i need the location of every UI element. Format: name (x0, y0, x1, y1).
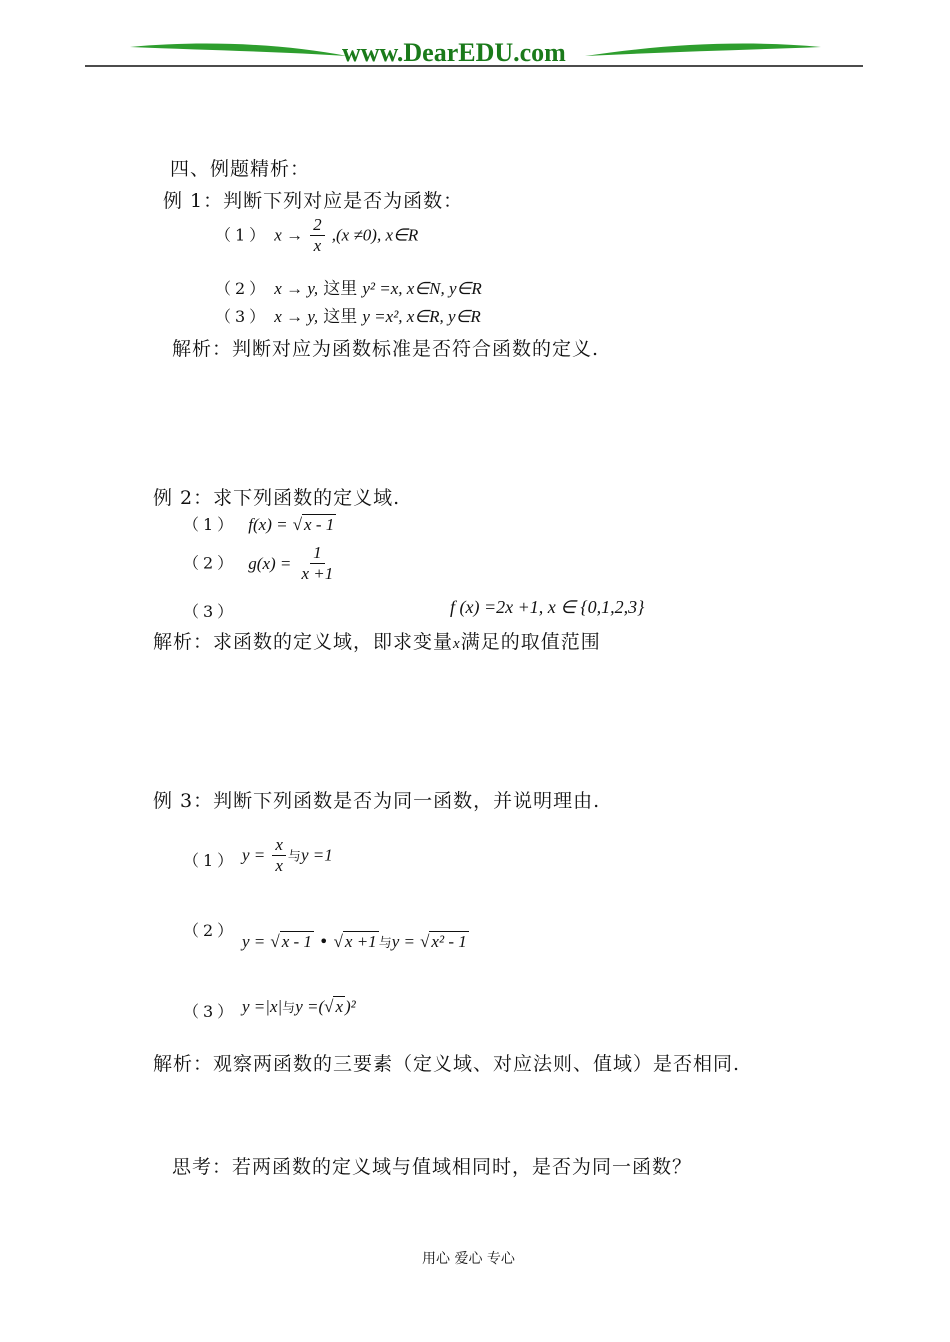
section-title: 四、例题精析： (170, 158, 311, 180)
fraction: $\frac{2}{x}$ (310, 216, 325, 256)
example-3-item-1-label: （1） (183, 851, 238, 870)
example-1-item-1: （1） x → $\frac{2}{x}$ ,(x ≠0), x∈R (215, 215, 419, 255)
example-2-item-3-expr: f (x) =2x +1, x ∈ {0,1,2,3} (450, 597, 645, 617)
example-3-analysis: 解析：观察两函数的三要素（定义域、对应法则、值域）是否相同. (153, 1053, 741, 1075)
example-3-item-2: y = √ x - 1 • √ x +1 与y = √ x² - 1 (242, 932, 467, 951)
example-3-title: 例 3：判断下列函数是否为同一函数，并说明理由. (153, 790, 601, 812)
example-1-item-2: （2） x → y, 这里 y² =x, x∈N, y∈R (215, 279, 482, 299)
example-2-title: 例 2：求下列函数的定义域. (153, 487, 401, 509)
thinking-question: 思考：若两函数的定义域与值域相同时，是否为同一函数？ (172, 1156, 693, 1178)
example-3-item-1: y = $\frac{x}{x}$ 与y =1 (242, 835, 333, 875)
example-1-analysis: 解析：判断对应为函数标准是否符合函数的定义. (172, 338, 600, 360)
fraction: $\frac{1}{x +1}$ (301, 543, 334, 583)
example-3-item-2-label: （2） (183, 921, 238, 940)
example-2-item-3-label: （3） (183, 602, 238, 621)
example-2-item-2: （2） g(x) = $\frac{1}{x +1}$ (183, 544, 338, 584)
page-footer: 用心 爱心 专心 (422, 1251, 515, 1267)
example-3-item-3-label: （3） (183, 1002, 238, 1021)
example-2-item-1: （1） f(x) = √ x - 1 (183, 515, 335, 534)
example-2-analysis: 解析：求函数的定义域，即求变量x满足的取值范围 (153, 631, 601, 653)
example-1-title: 例 1：判断下列对应是否为函数： (163, 190, 464, 212)
fraction: $\frac{x}{x}$ (272, 836, 286, 876)
example-3-item-3: y =|x|与y =(√ x )² (242, 997, 356, 1016)
header-logo: www.DearEDU.com (342, 38, 566, 67)
example-1-item-3: （3） x → y, 这里 y =x², x∈R, y∈R (215, 307, 481, 327)
